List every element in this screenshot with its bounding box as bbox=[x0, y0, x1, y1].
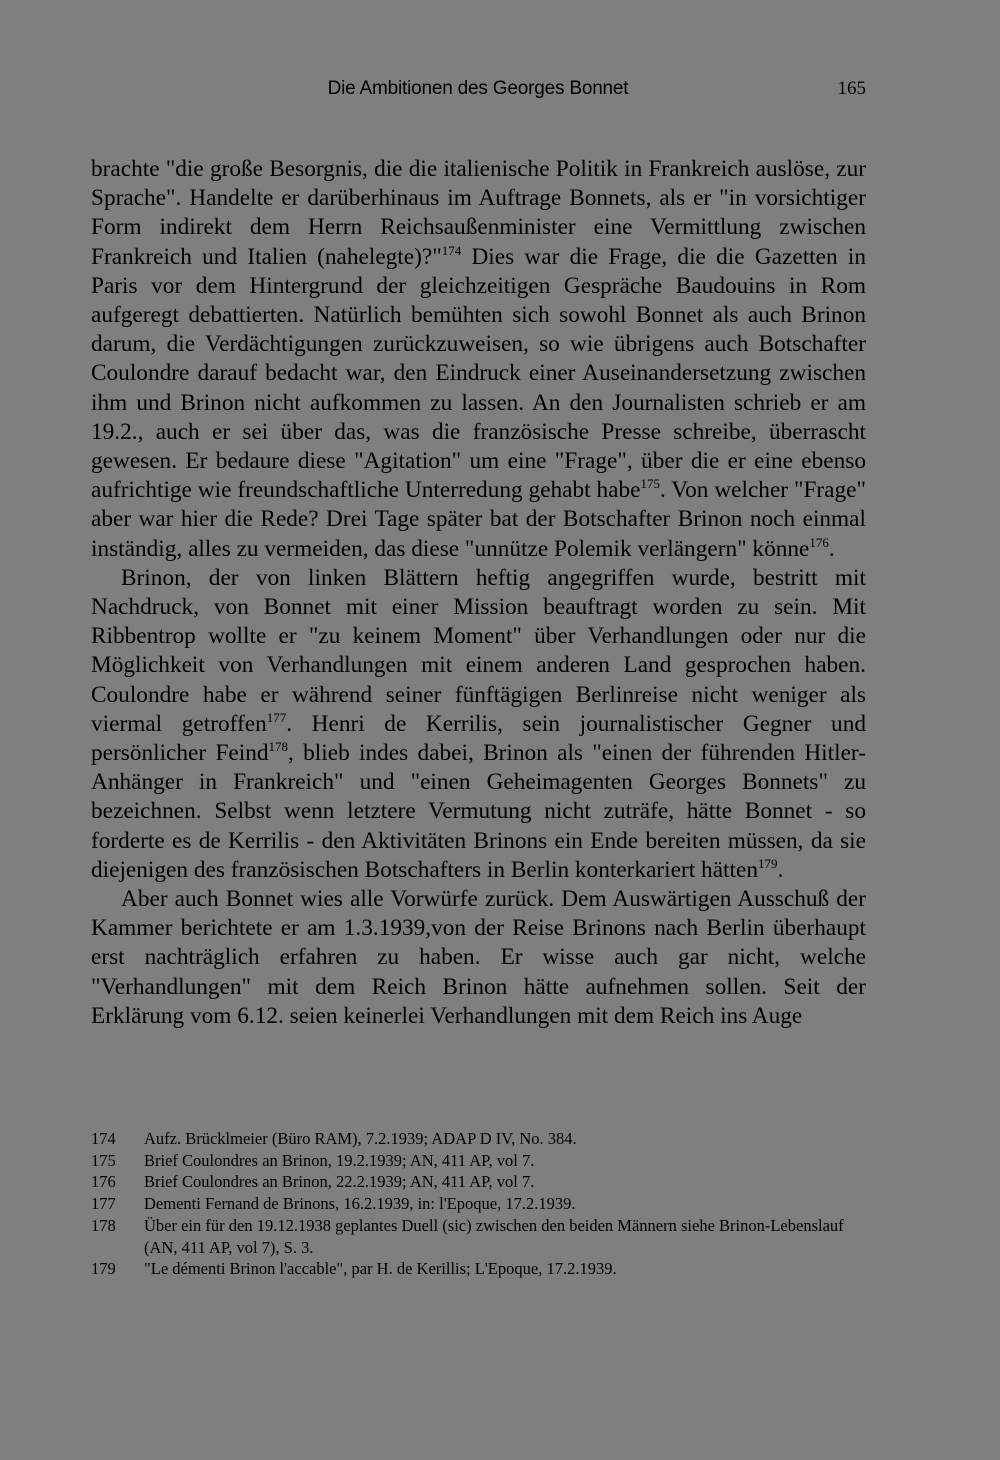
paragraph-text: . Henri de Kerrilis, sein journalistischer Gegner und persönlicher Feind bbox=[91, 710, 866, 767]
running-title: Die Ambitionen des Georges Bonnet bbox=[327, 78, 629, 99]
footnote-text: Dementi Fernand de Brinons, 16.2.1939, in: l'Epoque, 17.2.1939. bbox=[144, 1194, 576, 1214]
footnote-174 bbox=[91, 1128, 866, 1150]
footnote-number: 174 bbox=[91, 1129, 116, 1148]
footnote-number: 176 bbox=[91, 1172, 116, 1192]
paragraph-text: Brinon, der von linken Blättern heftig angegriffen wurde, bestritt mit Nachdruck, von Bonnet mit einer Mission beauftragt worden zu sein. Mit Ribbentrop wollte er "zu keinem Moment" über Verhandlungen oder nur die Möglichkeit von Verhandlungen mit einem anderen Land gesprochen haben. Coulondre habe er während seiner fünftägigen Berlinreise nicht weniger als viermal getroffen bbox=[91, 564, 866, 737]
paragraph-text: Aber auch Bonnet wies alle Vorwürfe zurück. Dem Auswärtigen Ausschuß der Kammer berichtete er am 1.3.1939,von der Reise Brinons nach Berlin überhaupt erst nachträglich erfahren zu haben. Er wisse auch gar nicht, welche "Verhandlungen" mit dem Reich Brinon hätte aufnehmen sollen. Seit der Erklärung vom 6.12. seien keinerlei Verhandlungen mit dem Reich ins Auge bbox=[91, 886, 866, 1029]
paragraph-text: brachte "die große Besorgnis, die die italienische Politik in Frankreich auslöse, zur Sprache". Handelte er darüberhinaus im Auftrage Bonnets, als er "in vorsichtiger Form indirekt dem Herrn Reichsaußenminister eine Vermittlung zwischen Frankreich und Italien (nahelegte)?" bbox=[91, 156, 866, 270]
footnote-text: Über ein für den 19.12.1938 geplantes Duell (sic) zwischen den beiden Männern siehe Brinon-Lebenslauf (AN, 411 AP, vol 7), S. 3. bbox=[144, 1215, 844, 1257]
footnote-176 bbox=[91, 1171, 866, 1193]
footnote-number: 179 bbox=[91, 1259, 116, 1279]
footnote-text: Brief Coulondres an Brinon, 19.2.1939; AN, 411 AP, vol 7. bbox=[144, 1150, 535, 1170]
footnote-177 bbox=[91, 1193, 866, 1215]
body-text bbox=[91, 155, 866, 1031]
running-header bbox=[90, 78, 866, 108]
footnote-ref-175: 175 bbox=[640, 476, 661, 492]
paragraph-text: Dies war die Frage, die die Gazetten in Paris vor dem Hintergrund der gleichzeitigen Gespräche Baudouins in Rom aufgeregt debattierten. Natürlich bemühten sich sowohl Bonnet als auch Brinon darum, die Verdächtigungen zurückzuweisen, so wie übrigens auch Botschafter Coulondre darauf bedacht war, den Eindruck einer Auseinandersetzung zwischen ihm und Brinon nicht aufkommen zu lassen. An den Journalisten schrieb er am 19.2., auch er sei über das, was die französische Presse schreibe, überrascht gewesen. Er bedaure diese "Agitation" um eine "Frage", über die er eine ebenso aufrichtige wie freundschaftliche Unterredung gehabt habe bbox=[91, 243, 867, 504]
footnote-text: Brief Coulondres an Brinon, 22.2.1939; AN, 411 AP, vol 7. bbox=[144, 1172, 535, 1192]
paragraph-3 bbox=[91, 885, 866, 1031]
footnote-number: 177 bbox=[91, 1194, 116, 1214]
footnote-175 bbox=[91, 1150, 866, 1172]
footnote-number: 175 bbox=[91, 1150, 116, 1170]
footnote-text: Aufz. Brücklmeier (Büro RAM), 7.2.1939; ADAP D IV, No. 384. bbox=[144, 1129, 577, 1148]
paragraph-2 bbox=[91, 564, 866, 885]
paragraph-text: . bbox=[828, 535, 835, 562]
paragraph-text: . bbox=[777, 856, 784, 883]
paragraph-1 bbox=[91, 155, 866, 564]
footnotes bbox=[91, 1128, 866, 1280]
footnote-ref-177: 177 bbox=[266, 709, 287, 725]
footnote-ref-174: 174 bbox=[441, 242, 462, 258]
footnote-ref-178: 178 bbox=[268, 739, 289, 755]
footnote-179 bbox=[91, 1258, 866, 1280]
page-number: 165 bbox=[837, 78, 866, 99]
paragraph-text: , blieb indes dabei, Brinon als "einen der führenden Hitler-Anhänger in Frankreich" und "einen Geheimagenten Georges Bonnets" zu bezeichnen. Selbst wenn letztere Vermutung nicht zuträfe, hätte Bonnet - so forderte es de Kerrilis - den Aktivitäten Brinons ein Ende bereiten müssen, da sie diejenigen des französischen Botschafters in Berlin konterkariert hätten bbox=[91, 740, 866, 883]
paragraph-text: . Von welcher "Frage" aber war hier die Rede? Drei Tage später bat der Botschafter Brinon noch einmal inständig, alles zu vermeiden, das diese "unnütze Polemik verlängern" könne bbox=[91, 477, 867, 562]
footnote-number: 178 bbox=[91, 1215, 116, 1235]
footnote-178 bbox=[91, 1215, 866, 1258]
footnote-text: "Le démenti Brinon l'accable", par H. de Kerillis; L'Epoque, 17.2.1939. bbox=[144, 1259, 617, 1279]
footnote-ref-179: 179 bbox=[757, 855, 778, 871]
footnote-ref-176: 176 bbox=[809, 534, 829, 550]
